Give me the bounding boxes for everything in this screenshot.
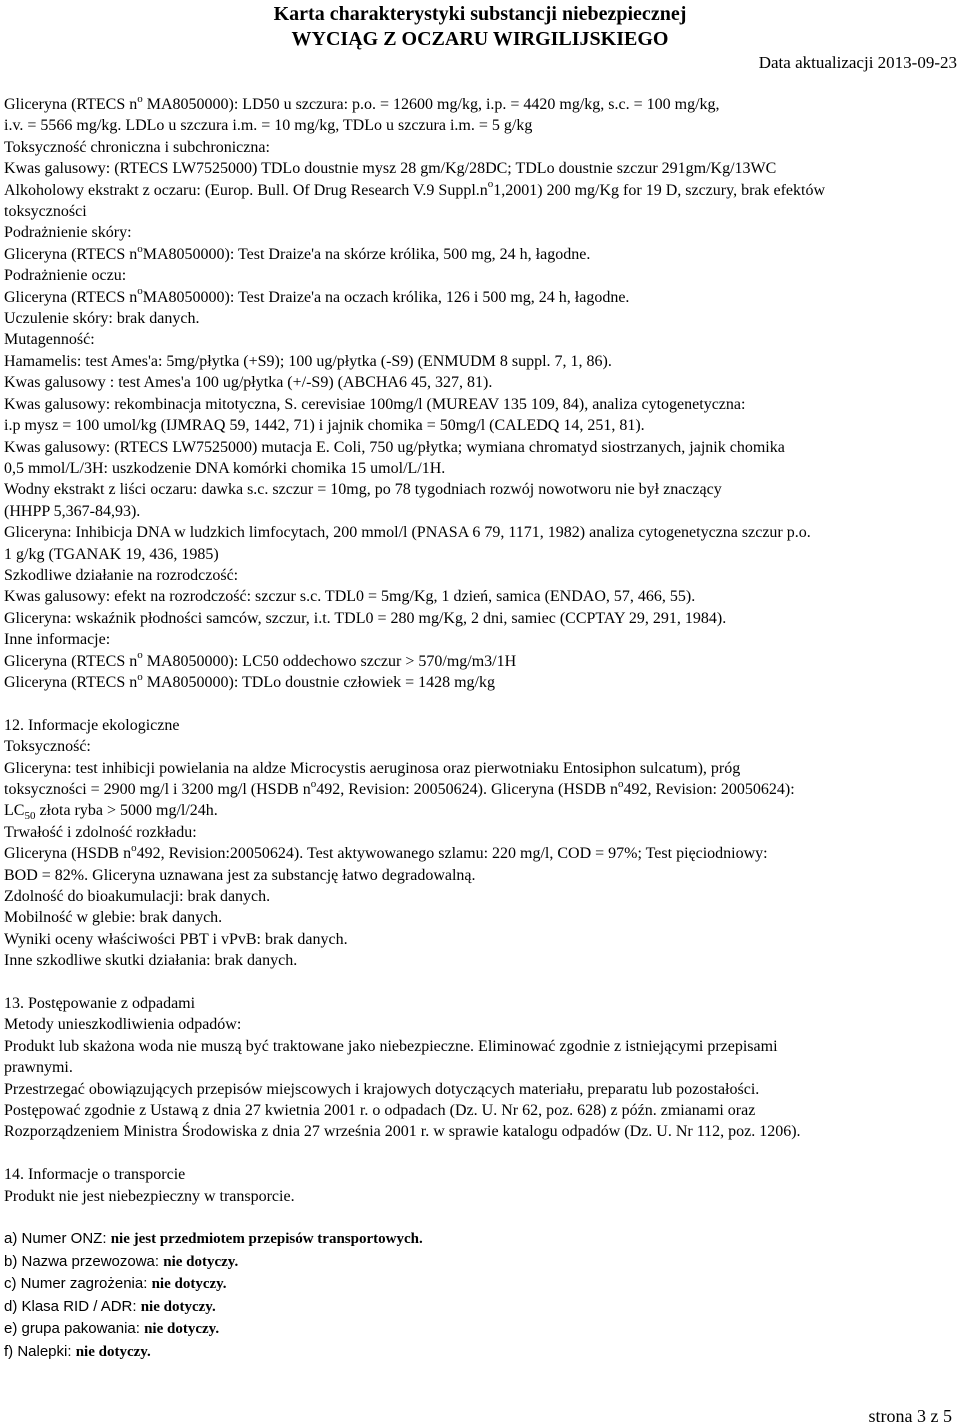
text-line: i.p mysz = 100 umol/kg (IJMRAQ 59, 1442, 71) i jajnik chomika = 50mg/l (CALEDQ 14, 251, 81). [4, 417, 645, 435]
document-subtitle: WYCIĄG Z OCZARU WIRGILIJSKIEGO [291, 28, 669, 50]
spacer [4, 1143, 956, 1164]
text-line: (HHPP 5,367-84,93). [4, 502, 141, 520]
text-line: toksyczności = 2900 mg/l i 3200 mg/l (HSDB $n^o492$, Revision: 20050624). Gliceryna (HSDB $n^o492$, Revision: 20050624): [4, 777, 795, 798]
text-line: Kwas galusowy : test Ames'a 100 ug/płytka (+/-S9) (ABCHA6 45, 327, 81). [4, 374, 493, 392]
section-heading: Szkodliwe działanie na rozrodczość: [4, 566, 239, 584]
text-line: Przestrzegać obowiązujących przepisów miejscowych i krajowych dotyczących materiału, preparatu lub pozostałości. [4, 1080, 760, 1098]
spacer [4, 972, 956, 993]
text-line: Rozporządzeniem Ministra Środowiska z dnia 27 września 2001 r. w sprawie katalogu odpadów (Dz. U. Nr 112, poz. 1206). [4, 1123, 801, 1141]
spacer [4, 693, 956, 714]
text-line: Zdolność do bioakumulacji: brak danych. [4, 888, 271, 906]
text-line: Gliceryna (HSDB $n^o492$, Revision:20050624). Test aktywowanego szlamu: 220 mg/l, COD = 97%; Test pięciodniowy: [4, 841, 768, 863]
text-line: Gliceryna (RTECS $n^oMA8050000$): Test Draize'a na skórze królika, 500 mg, 24 h, łagodne. [4, 242, 591, 263]
transport-item: d) Klasa RID / ADR: nie dotyczy. [4, 1297, 216, 1315]
section-heading: Mutagenność: [4, 331, 95, 349]
section-heading: Trwałość i zdolność rozkładu: [4, 823, 197, 841]
section-heading: Inne informacje: [4, 631, 111, 649]
text-line: Gliceryna (RTECS $n^o$ MA8050000): LC50 oddechowo szczur > 570/mg/m3/1H [4, 649, 517, 670]
section-title-14: 14. Informacje o transporcie [4, 1166, 186, 1184]
transport-item: e) grupa pakowania: nie dotyczy. [4, 1320, 220, 1338]
text-line: Mobilność w glebie: brak danych. [4, 909, 223, 927]
transport-item: b) Nazwa przewozowa: nie dotyczy. [4, 1252, 239, 1270]
section-heading: Podrażnienie oczu: [4, 267, 127, 285]
text-line: i.v. = 5566 mg/kg. LDLo u szczura i.m. = 10 mg/kg, TDLo u szczura i.m. = 5 g/kg [4, 117, 533, 135]
text-line: Postępować zgodnie z Ustawą z dnia 27 kwietnia 2001 r. o odpadach (Dz. U. Nr 62, poz. 628) z późn. zmianami oraz [4, 1102, 756, 1120]
section-title-12: 12. Informacje ekologiczne [4, 716, 180, 734]
text-line: Kwas galusowy: efekt na rozrodczość: szczur s.c. TDL0 = 5mg/Kg, 1 dzień, samica (ENDAO, 57, 466, 55). [4, 588, 696, 606]
section-heading: Podrażnienie skóry: [4, 224, 132, 242]
section-heading: Metody unieszkodliwienia odpadów: [4, 1016, 242, 1034]
document-body [4, 94, 956, 1363]
spacer [4, 1207, 956, 1228]
text-line: Uczulenie skóry: brak danych. [4, 310, 200, 328]
text-line: Kwas galusowy: (RTECS LW7525000) mutacja E. Coli, 750 ug/płytka; wymiana chromatyd siostrzanych, jajnik chomika [4, 438, 785, 456]
transport-item: a) Numer ONZ: nie jest przedmiotem przepisów transportowych. [4, 1230, 423, 1248]
text-line: Kwas galusowy: (RTECS LW7525000) TDLo doustnie mysz 28 gm/Kg/28DC; TDLo doustnie szczur 291gm/Kg/13WC [4, 160, 777, 178]
text-line: Gliceryna: wskaźnik płodności samców, szczur, i.t. TDL0 = 280 mg/Kg, 2 dni, samiec (CCPTAY 29, 291, 1984). [4, 609, 727, 627]
text-line: Gliceryna (RTECS $n^o$ MA8050000): LD50 u szczura: p.o. = 12600 mg/kg, i.p. = 4420 mg/kg, s.c. = 100 mg/kg, [4, 92, 720, 113]
text-line: toksyczności [4, 203, 87, 221]
page-header [0, 0, 960, 80]
text-line: Produkt lub skażona woda nie muszą być traktowane jako niebezpieczne. Eliminować zgodnie z istniejącymi przepisami [4, 1037, 778, 1055]
text-line: 1 g/kg (TGANAK 19, 436, 1985) [4, 545, 219, 563]
text-line: BOD = 82%. Gliceryna uznawana jest za substancję łatwo degradowalną. [4, 866, 476, 884]
text-line: Gliceryna: Inhibicja DNA w ludzkich limfocytach, 200 mmol/l (PNASA 6 79, 1171, 1982) analiza cytogenetyczna szczur p.o. [4, 524, 811, 542]
text-line: Alkoholowy ekstrakt z oczaru: (Europ. Bull. Of Drug Research V.9 $Suppl.n^o1,2001$) 200 mg/Kg for 19 D, szczury, brak efektów [4, 178, 826, 199]
text-line: prawnymi. [4, 1059, 73, 1077]
section-title-13: 13. Postępowanie z odpadami [4, 995, 196, 1013]
page-number: strona 3 z 5 [868, 1406, 952, 1426]
document-title: Karta charakterystyki substancji niebezpiecznej [273, 3, 687, 25]
transport-item: f) Nalepki: nie dotyczy. [4, 1342, 151, 1360]
text-line: Kwas galusowy: rekombinacja mitotyczna, S. cerevisiae 100mg/l (MUREAV 135 109, 84), analiza cytogenetyczna: [4, 395, 746, 413]
transport-item: c) Numer zagrożenia: nie dotyczy. [4, 1275, 227, 1293]
update-date: Data aktualizacji 2013-09-23 [758, 53, 957, 72]
text-line: Hamamelis: test Ames'a: 5mg/płytka (+S9); 100 ug/płytka (-S9) (ENMUDM 8 suppl. 7, 1, 86). [4, 352, 612, 370]
text-line: Wodny ekstrakt z liści oczaru: dawka s.c. szczur = 10mg, po 78 tygodniach rozwój nowotworu nie był znaczący [4, 481, 722, 499]
section-heading: Toksyczność: [4, 738, 91, 756]
text-line: 0,5 mmol/L/3H: uszkodzenie DNA komórki chomika 15 umol/L/1H. [4, 459, 446, 477]
text-line: Gliceryna (RTECS $n^oMA8050000$): Test Draize'a na oczach królika, 126 i 500 mg, 24 h, łagodne. [4, 285, 630, 306]
text-line: Gliceryna: test inhibicji powielania na aldze Microcystis aeruginosa oraz pierwotniaku Entosiphon sulcatum), próg [4, 759, 741, 777]
text-line: $LC_{50}$ złota ryba > 5000 mg/l/24h. [4, 802, 218, 823]
text-line: Wyniki oceny właściwości PBT i vPvB: brak danych. [4, 930, 348, 948]
text-line: Inne szkodliwe skutki działania: brak danych. [4, 952, 298, 970]
text-line: Produkt nie jest niebezpieczny w transporcie. [4, 1187, 295, 1205]
text-line: Gliceryna (RTECS $n^o$ MA8050000): TDLo doustnie człowiek = 1428 mg/kg [4, 670, 495, 691]
section-heading: Toksyczność chroniczna i subchroniczna: [4, 138, 270, 156]
